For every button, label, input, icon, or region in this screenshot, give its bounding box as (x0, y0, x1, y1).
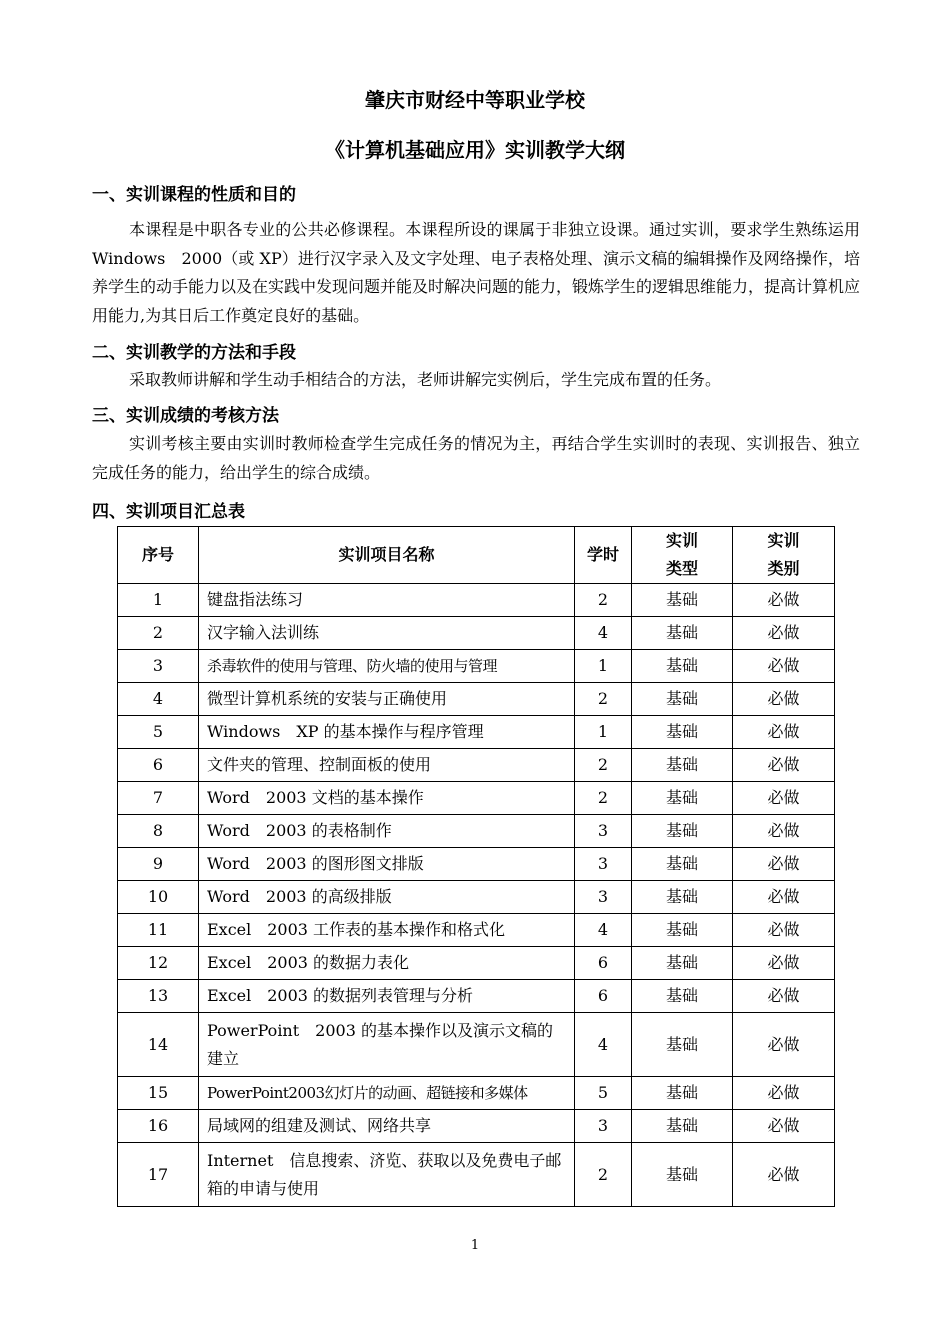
document-subtitle: 《计算机基础应用》实训教学大纲 (325, 138, 625, 162)
cell-project-name: Word 2003 文档的基本操作 (199, 782, 575, 815)
cell-category: 必做 (733, 650, 835, 683)
section-heading-4: 四、实训项目汇总表 (92, 502, 245, 522)
cell-hours: 3 (575, 1110, 632, 1143)
training-projects-table (117, 526, 835, 1207)
page-number: 1 (470, 1238, 480, 1253)
cell-category: 必做 (733, 947, 835, 980)
cell-hours: 2 (575, 749, 632, 782)
cell-type: 基础 (632, 617, 733, 650)
table-row (118, 749, 835, 782)
table-row (118, 815, 835, 848)
cell-hours: 6 (575, 947, 632, 980)
document-title: 肇庆市财经中等职业学校 (365, 88, 585, 112)
cell-type: 基础 (632, 1110, 733, 1143)
table-row (118, 881, 835, 914)
header-type: 实训 类型 (632, 527, 733, 584)
cell-project-name: Internet 信息搜索、济览、获取以及免费电子邮箱的申请与使用 (199, 1143, 575, 1207)
cell-category: 必做 (733, 848, 835, 881)
cell-project-name: Word 2003 的高级排版 (199, 881, 575, 914)
table-row (118, 1077, 835, 1110)
cell-category: 必做 (733, 683, 835, 716)
header-hours: 学时 (575, 527, 632, 584)
cell-index: 17 (118, 1143, 199, 1207)
cell-hours: 1 (575, 650, 632, 683)
table-row (118, 650, 835, 683)
cell-index: 16 (118, 1110, 199, 1143)
cell-index: 10 (118, 881, 199, 914)
section-heading-3: 三、实训成绩的考核方法 (92, 406, 279, 426)
cell-index: 5 (118, 716, 199, 749)
cell-index: 3 (118, 650, 199, 683)
cell-category: 必做 (733, 1110, 835, 1143)
section-heading-2: 二、实训教学的方法和手段 (92, 343, 296, 363)
cell-project-name: Word 2003 的图形图文排版 (199, 848, 575, 881)
cell-hours: 3 (575, 815, 632, 848)
table-row (118, 716, 835, 749)
section-body-3: 实训考核主要由实训时教师检查学生完成任务的情况为主，再结合学生实训时的表现、实训报告、独立完成任务的能力，给出学生的综合成绩。 (92, 434, 860, 482)
cell-project-name: Excel 2003 的数据力表化 (199, 947, 575, 980)
cell-hours: 5 (575, 1077, 632, 1110)
table-row (118, 980, 835, 1013)
cell-type: 基础 (632, 650, 733, 683)
cell-project-name: 键盘指法练习 (199, 584, 575, 617)
cell-hours: 4 (575, 1013, 632, 1077)
cell-project-name: 汉字输入法训练 (199, 617, 575, 650)
cell-index: 8 (118, 815, 199, 848)
cell-type: 基础 (632, 881, 733, 914)
section-body-1: 本课程是中职各专业的公共必修课程。本课程所设的课属于非独立设课。通过实训，要求学生熟练运用 Windows 2000（或 XP）进行汉字录入及文字处理、电子表格处理、演示文稿的编辑操作及网络操作，培养学生的动手能力以及在实践中发现问题并能及时解决问题的能力，锻炼学生的逻辑思维能力，提高计算机应用能力,为其日后工作奠定良好的基础。 (92, 220, 861, 325)
cell-project-name: Excel 2003 工作表的基本操作和格式化 (199, 914, 575, 947)
cell-index: 13 (118, 980, 199, 1013)
cell-category: 必做 (733, 716, 835, 749)
cell-category: 必做 (733, 914, 835, 947)
header-category: 实训 类别 (733, 527, 835, 584)
cell-hours: 6 (575, 980, 632, 1013)
cell-type: 基础 (632, 848, 733, 881)
cell-project-name: Windows XP 的基本操作与程序管理 (199, 716, 575, 749)
cell-index: 14 (118, 1013, 199, 1077)
cell-type: 基础 (632, 584, 733, 617)
cell-project-name: Excel 2003 的数据列表管理与分析 (199, 980, 575, 1013)
cell-index: 7 (118, 782, 199, 815)
cell-type: 基础 (632, 815, 733, 848)
cell-hours: 2 (575, 584, 632, 617)
cell-hours: 2 (575, 683, 632, 716)
cell-type: 基础 (632, 683, 733, 716)
cell-category: 必做 (733, 1013, 835, 1077)
cell-project-name: 微型计算机系统的安装与正确使用 (199, 683, 575, 716)
cell-index: 15 (118, 1077, 199, 1110)
cell-category: 必做 (733, 584, 835, 617)
cell-category: 必做 (733, 881, 835, 914)
table-row (118, 1013, 835, 1077)
cell-category: 必做 (733, 1143, 835, 1207)
cell-hours: 4 (575, 914, 632, 947)
header-project-name: 实训项目名称 (199, 527, 575, 584)
header-index: 序号 (118, 527, 199, 584)
cell-project-name: 文件夹的管理、控制面板的使用 (199, 749, 575, 782)
cell-project-name: 杀毒软件的使用与管理、防火墙的使用与管理 (199, 650, 575, 683)
cell-hours: 3 (575, 848, 632, 881)
cell-category: 必做 (733, 1077, 835, 1110)
cell-type: 基础 (632, 914, 733, 947)
cell-project-name: PowerPoint2003幻灯片的动画、超链接和多媒体 (199, 1077, 575, 1110)
cell-hours: 1 (575, 716, 632, 749)
cell-type: 基础 (632, 716, 733, 749)
table-row (118, 617, 835, 650)
cell-type: 基础 (632, 1143, 733, 1207)
cell-category: 必做 (733, 749, 835, 782)
cell-category: 必做 (733, 980, 835, 1013)
table-row (118, 683, 835, 716)
table-row (118, 1143, 835, 1207)
table-row (118, 1110, 835, 1143)
table-row (118, 914, 835, 947)
cell-category: 必做 (733, 782, 835, 815)
cell-project-name: PowerPoint 2003 的基本操作以及演示文稿的建立 (199, 1013, 575, 1077)
cell-category: 必做 (733, 617, 835, 650)
cell-type: 基础 (632, 947, 733, 980)
section-body-2: 采取教师讲解和学生动手相结合的方法，老师讲解完实例后，学生完成布置的任务。 (129, 370, 722, 389)
cell-type: 基础 (632, 980, 733, 1013)
cell-hours: 2 (575, 782, 632, 815)
cell-index: 6 (118, 749, 199, 782)
table-row (118, 782, 835, 815)
cell-hours: 2 (575, 1143, 632, 1207)
cell-hours: 3 (575, 881, 632, 914)
cell-index: 12 (118, 947, 199, 980)
cell-index: 1 (118, 584, 199, 617)
cell-index: 2 (118, 617, 199, 650)
cell-index: 4 (118, 683, 199, 716)
cell-type: 基础 (632, 749, 733, 782)
cell-project-name: 局域网的组建及测试、网络共享 (199, 1110, 575, 1143)
table-row (118, 947, 835, 980)
cell-type: 基础 (632, 1013, 733, 1077)
table-row (118, 848, 835, 881)
cell-project-name: Word 2003 的表格制作 (199, 815, 575, 848)
section-heading-1: 一、实训课程的性质和目的 (92, 185, 296, 205)
cell-category: 必做 (733, 815, 835, 848)
cell-index: 9 (118, 848, 199, 881)
cell-type: 基础 (632, 782, 733, 815)
cell-index: 11 (118, 914, 199, 947)
table-row (118, 584, 835, 617)
cell-hours: 4 (575, 617, 632, 650)
cell-type: 基础 (632, 1077, 733, 1110)
